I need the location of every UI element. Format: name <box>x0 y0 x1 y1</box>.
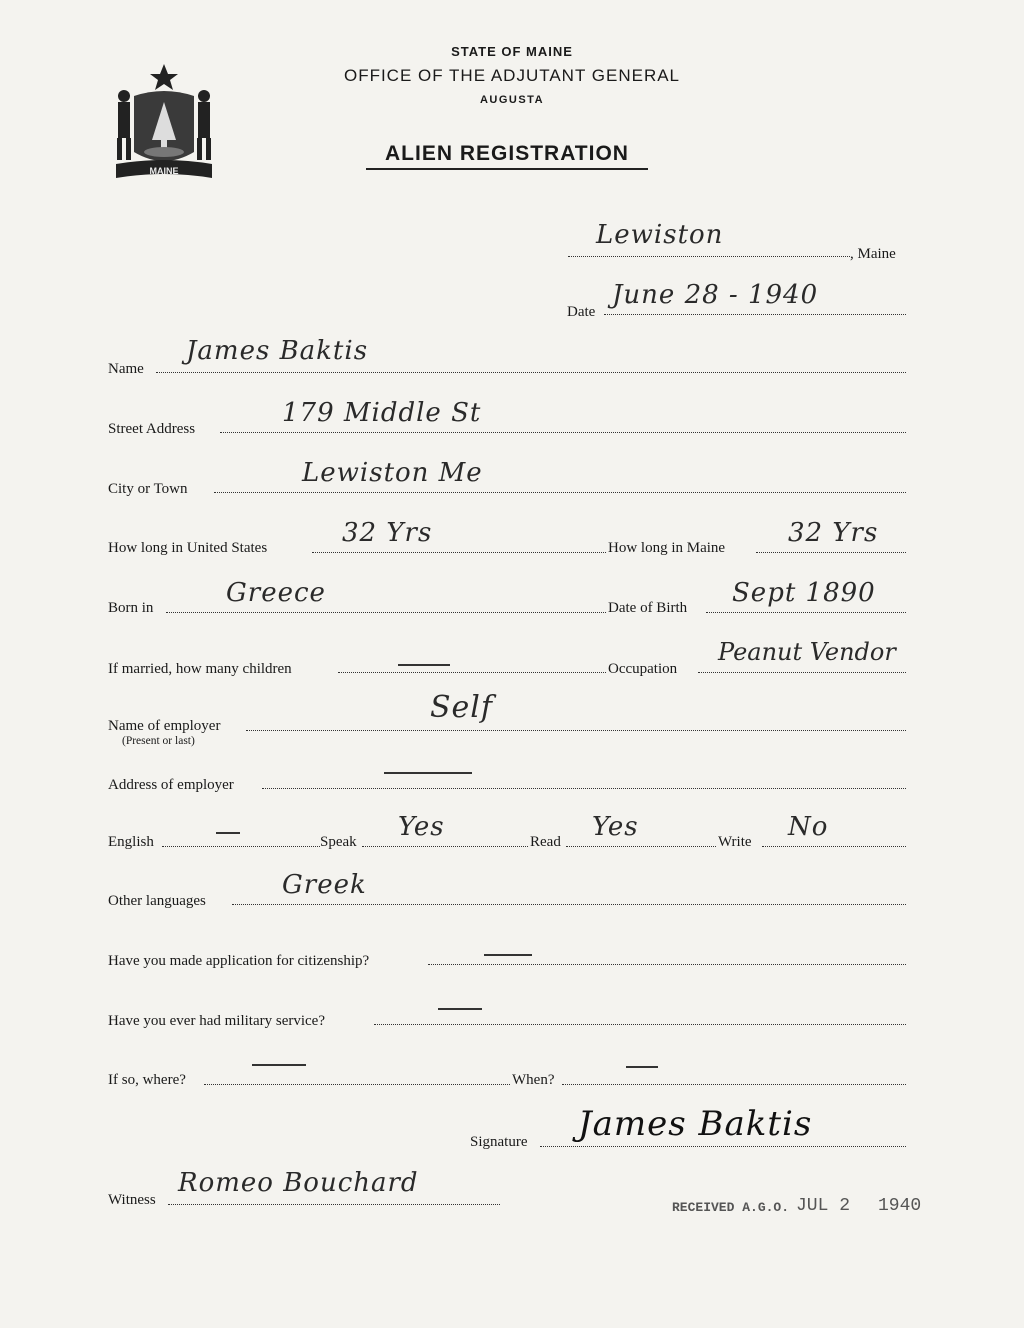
read-line <box>566 846 716 847</box>
military-dash <box>438 1008 482 1010</box>
english-label: English <box>108 834 154 850</box>
occupation-line <box>698 672 906 673</box>
born-in-label: Born in <box>108 600 154 616</box>
read-label: Read <box>530 834 561 850</box>
header-city: AUGUSTA <box>479 94 545 106</box>
english-line <box>162 846 320 847</box>
date-value: June 28 - 1940 <box>612 280 819 310</box>
how-long-maine-line <box>756 552 906 553</box>
english-dash <box>216 832 240 834</box>
received-stamp-year: 1940 <box>878 1196 922 1216</box>
children-label: If married, how many children <box>108 661 292 677</box>
city-value: Lewiston Me <box>302 458 483 488</box>
dob-label: Date of Birth <box>608 600 688 616</box>
born-in-line <box>166 612 606 613</box>
citizenship-dash <box>484 954 532 956</box>
when-label: When? <box>512 1072 555 1088</box>
street-label: Street Address <box>108 421 196 437</box>
speak-value: Yes <box>398 812 445 842</box>
signature-line <box>540 1146 906 1147</box>
form-title: ALIEN REGISTRATION <box>366 142 648 170</box>
write-label: Write <box>718 834 752 850</box>
employer-value: Self <box>430 690 494 725</box>
how-long-maine-value: 32 Yrs <box>788 518 879 548</box>
dob-value: Sept 1890 <box>732 578 876 608</box>
witness-label: Witness <box>108 1192 156 1208</box>
header-office: OFFICE OF THE ADJUTANT GENERAL <box>343 66 681 85</box>
witness-value: Romeo Bouchard <box>178 1168 419 1198</box>
date-line <box>604 314 906 315</box>
where-label: If so, where? <box>108 1072 186 1088</box>
employer-address-label: Address of employer <box>108 777 234 793</box>
name-label: Name <box>108 361 144 377</box>
when-line <box>562 1084 906 1085</box>
how-long-us-value: 32 Yrs <box>342 518 433 548</box>
city-line <box>214 492 906 493</box>
speak-line <box>362 846 528 847</box>
header-state: STATE OF MAINE <box>451 44 573 59</box>
city-label: City or Town <box>108 481 188 497</box>
street-value: 179 Middle St <box>282 398 482 428</box>
military-label: Have you ever had military service? <box>108 1013 325 1029</box>
date-label: Date <box>567 304 596 320</box>
employer-address-dash <box>384 772 472 774</box>
employer-address-line <box>262 788 906 789</box>
when-dash <box>626 1066 658 1068</box>
speak-label: Speak <box>320 834 357 850</box>
how-long-us-label: How long in United States <box>108 540 268 556</box>
name-line <box>156 372 906 373</box>
svg-text:MAINE: MAINE <box>149 166 179 176</box>
place-value: Lewiston <box>596 220 724 250</box>
children-line <box>338 672 606 673</box>
other-languages-value: Greek <box>282 870 367 900</box>
place-line <box>568 256 850 257</box>
witness-line <box>168 1204 500 1205</box>
how-long-maine-label: How long in Maine <box>608 540 726 556</box>
how-long-us-line <box>312 552 606 553</box>
other-languages-line <box>232 904 906 905</box>
signature-value: James Baktis <box>578 1104 813 1144</box>
employer-label: Name of employer <box>108 718 221 734</box>
children-dash <box>398 664 450 666</box>
place-suffix: , Maine <box>850 246 896 262</box>
citizenship-label: Have you made application for citizenship? <box>108 953 370 969</box>
write-line <box>762 846 906 847</box>
street-line <box>220 432 906 433</box>
citizenship-line <box>428 964 906 965</box>
where-dash <box>252 1064 306 1066</box>
received-stamp-label: RECEIVED A.G.O. <box>672 1200 790 1215</box>
employer-line <box>246 730 906 731</box>
other-languages-label: Other languages <box>108 893 206 909</box>
born-in-value: Greece <box>226 578 326 608</box>
employer-sublabel: (Present or last) <box>122 735 195 747</box>
where-line <box>204 1084 510 1085</box>
read-value: Yes <box>592 812 639 842</box>
dob-line <box>706 612 906 613</box>
occupation-value: Peanut Vendor <box>718 638 896 666</box>
military-line <box>374 1024 906 1025</box>
occupation-label: Occupation <box>608 661 678 677</box>
name-value: James Baktis <box>186 336 369 366</box>
signature-label: Signature <box>470 1134 528 1150</box>
write-value: No <box>788 812 829 842</box>
received-stamp-date: JUL 2 <box>796 1196 851 1216</box>
